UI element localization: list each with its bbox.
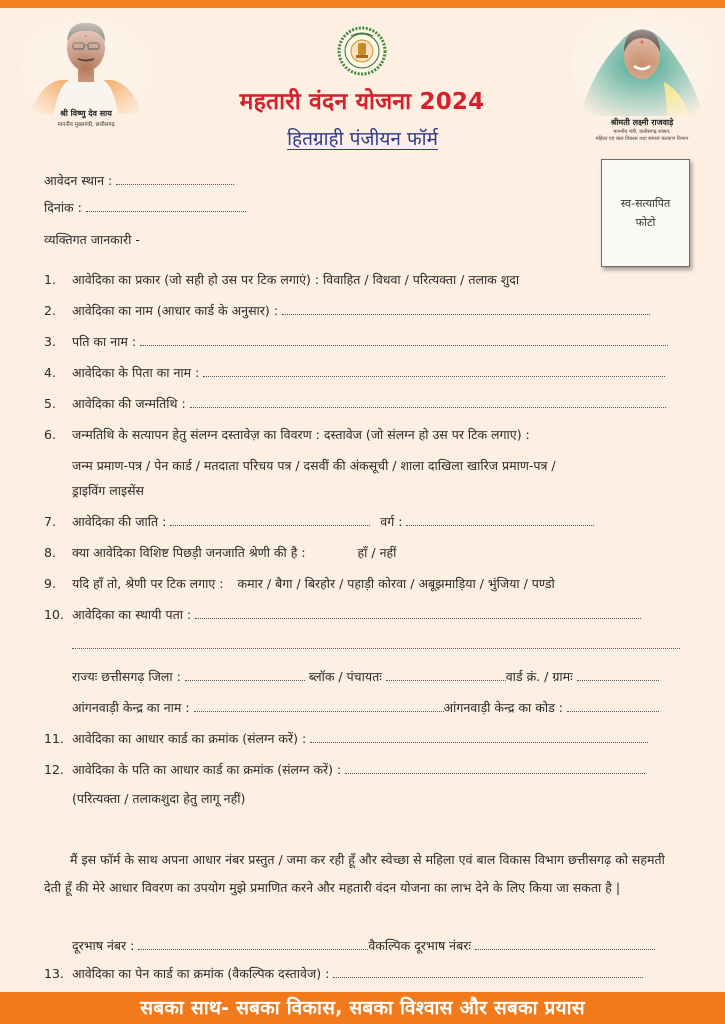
permanent-address-field[interactable] bbox=[195, 608, 641, 619]
application-place-label: आवेदन स्थान : bbox=[44, 173, 113, 188]
footer-slogan: सबका साथ- सबका विकास, सबका विश्वास और सबका प्रयास bbox=[0, 992, 725, 1024]
father-name-field[interactable] bbox=[203, 366, 665, 377]
form-item-3 bbox=[44, 333, 668, 350]
applicant-aadhaar-field[interactable] bbox=[310, 732, 648, 743]
date-field[interactable] bbox=[86, 201, 246, 212]
applicant-name-field[interactable] bbox=[282, 304, 650, 315]
ward-village-field[interactable] bbox=[577, 670, 659, 681]
left-person-name: श्री विष्णु देव साय bbox=[60, 109, 112, 118]
item-label: क्या आवेदिका विशिष्ट पिछड़ी जनजाति श्रेणी की है : bbox=[72, 545, 306, 560]
minister-portrait bbox=[572, 12, 712, 150]
photo-box-label-line1: स्व-सत्यापित bbox=[620, 197, 671, 210]
item-number: 4. bbox=[44, 365, 56, 380]
anganwadi-name-field[interactable] bbox=[194, 701, 444, 712]
right-person-name: श्रीमती लक्ष्मी राजवाड़े bbox=[610, 118, 674, 127]
item-label: आवेदिका के पति का आधार कार्ड का क्रमांक (संलग्न करें) : bbox=[72, 762, 342, 777]
item-number: 10. bbox=[44, 607, 64, 622]
block-panchayat-field[interactable] bbox=[386, 670, 506, 681]
form-item-9 bbox=[44, 575, 555, 592]
item-label: आवेदिका की जाति : bbox=[72, 514, 167, 529]
form-item-1 bbox=[44, 271, 519, 288]
item-label: जन्मतिथि के सत्यापन हेतु संलग्न दस्तावेज़ का विवरण : दस्तावेज (जो संलग्न हो उस पर टिक लगाए) : bbox=[72, 427, 530, 442]
personal-info-heading: व्यक्तिगत जानकारी - bbox=[44, 232, 140, 247]
item-number: 13. bbox=[44, 966, 64, 981]
item-label: यदि हाँ तो, श्रेणी पर टिक लगाए : bbox=[72, 576, 224, 591]
dob-document-options-line2[interactable]: ड्राइविंग लाइसेंस bbox=[72, 483, 145, 498]
ward-village-label: वार्ड क्रं. / ग्रामः bbox=[505, 669, 573, 684]
item-label: पति का नाम : bbox=[72, 334, 137, 349]
form-item-11 bbox=[44, 730, 648, 747]
left-person-title: माननीय मुख्यमंत्री, छत्तीसगढ़ bbox=[57, 122, 115, 128]
item-number: 2. bbox=[44, 303, 56, 318]
form-item-7 bbox=[44, 513, 594, 530]
item-number: 7. bbox=[44, 514, 56, 529]
consent-paragraph: मैं इस फॉर्म के साथ अपना आधार नंबर प्रस्तुत / जमा कर रही हूँ और स्वेच्छा से महिला एवं बाल विकास विभाग छत्तीसगढ़ को सहमती देती हूँ की मेरे आधार विवरण का उपयोग मुझे प्रमाणित करने और महतारी वंदन योजना का लाभ देने के लिए किया जा सकता है | bbox=[44, 852, 665, 895]
form-item-10 bbox=[44, 606, 641, 623]
item-label: आवेदिका का प्रकार (जो सही हो उस पर टिक लगाएं) : bbox=[72, 272, 324, 287]
phone-row bbox=[72, 937, 655, 954]
person-photo-icon bbox=[20, 14, 152, 114]
alt-phone-field[interactable] bbox=[475, 939, 655, 950]
form-item-12 bbox=[44, 761, 645, 778]
phone-label: दूरभाष नंबर : bbox=[72, 938, 135, 953]
date-row bbox=[44, 199, 246, 216]
top-orange-bar bbox=[0, 0, 725, 8]
phone-field[interactable] bbox=[138, 939, 368, 950]
state-district-label: राज्यः छत्तीसगढ़ जिला : bbox=[72, 669, 181, 684]
application-place-field[interactable] bbox=[116, 174, 234, 185]
anganwadi-code-field[interactable] bbox=[567, 701, 659, 712]
person-photo-icon bbox=[572, 12, 712, 116]
anganwadi-code-label: आंगनवाड़ी केन्द्र का कोड : bbox=[443, 700, 563, 715]
anganwadi-name-label: आंगनवाड़ी केन्द्र का नाम : bbox=[72, 700, 190, 715]
item-12-note: (परित्यक्ता / तलाकशुदा हेतु लागू नहीं) bbox=[72, 791, 246, 806]
husband-aadhaar-field[interactable] bbox=[345, 763, 645, 774]
form-subtitle: हितग्राही पंजीयन फॉर्म bbox=[287, 128, 438, 150]
photo-box-label-line2: फोटो bbox=[635, 216, 656, 229]
application-place-row bbox=[44, 172, 234, 189]
self-attested-photo-box[interactable] bbox=[601, 159, 690, 267]
form-item-2 bbox=[44, 302, 650, 319]
item-number: 6. bbox=[44, 427, 56, 442]
government-emblem bbox=[337, 26, 387, 76]
address-state-row bbox=[72, 668, 659, 685]
item-label: आवेदिका का स्थायी पता : bbox=[72, 607, 192, 622]
husband-name-field[interactable] bbox=[140, 335, 668, 346]
right-person-title-line2: महिला एवं बाल विकास तथा समाज कल्याण विभाग bbox=[595, 136, 689, 142]
form-item-6 bbox=[44, 426, 530, 443]
alt-phone-label: वैकल्पिक दूरभाष नंबरः bbox=[368, 938, 471, 953]
emblem-icon bbox=[337, 26, 387, 76]
date-of-birth-field[interactable] bbox=[190, 397, 666, 408]
item-number: 3. bbox=[44, 334, 56, 349]
form-item-4 bbox=[44, 364, 665, 381]
applicant-type-options[interactable]: विवाहित / विधवा / परित्यक्ता / तलाक शुदा bbox=[323, 272, 520, 287]
pan-card-field[interactable] bbox=[333, 967, 643, 978]
item-number: 11. bbox=[44, 731, 64, 746]
form-item-13 bbox=[44, 965, 643, 982]
item-number: 9. bbox=[44, 576, 56, 591]
chief-minister-portrait bbox=[20, 14, 152, 136]
category-label: वर्ग : bbox=[380, 514, 403, 529]
tribe-category-options[interactable]: कमार / बैगा / बिरहोर / पहाड़ी कोरवा / अबूझमाड़िया / भुंजिया / पण्डो bbox=[237, 576, 555, 591]
item-number: 12. bbox=[44, 762, 64, 777]
pvtg-yes-no-options[interactable]: हॉं / नहीं bbox=[357, 545, 397, 560]
item-label: आवेदिका का नाम (आधार कार्ड के अनुसार) : bbox=[72, 303, 278, 318]
date-label: दिनांक : bbox=[44, 200, 82, 215]
page-title: महतारी वंदन योजना 2024 bbox=[239, 89, 485, 115]
item-number: 5. bbox=[44, 396, 56, 411]
form-item-5 bbox=[44, 395, 666, 412]
item-label: आवेदिका के पिता का नाम : bbox=[72, 365, 200, 380]
address-line2-row bbox=[72, 637, 680, 652]
item-number: 1. bbox=[44, 272, 56, 287]
form-item-8 bbox=[44, 544, 396, 561]
category-field[interactable] bbox=[406, 515, 594, 526]
block-panchayat-label: ब्लॉक / पंचायतः bbox=[308, 669, 382, 684]
item-number: 8. bbox=[44, 545, 56, 560]
dob-document-options-line1[interactable]: जन्म प्रमाण-पत्र / पेन कार्ड / मतदाता परिचय पत्र / दसवीं की अंकसूची / शाला दाखिला खारिज प्रमाण-पत्र / bbox=[72, 458, 556, 473]
item-label: आवेदिका का पेन कार्ड का क्रमांक (वैकल्पिक दस्तावेज) : bbox=[72, 966, 330, 981]
item-label: आवेदिका की जन्मतिथि : bbox=[72, 396, 186, 411]
anganwadi-row bbox=[72, 699, 659, 716]
item-label: आवेदिका का आधार कार्ड का क्रमांक (संलग्न करें) : bbox=[72, 731, 307, 746]
right-person-title-line1: माननीय मंत्री, छत्तीसगढ़ शासन, bbox=[613, 129, 671, 135]
district-field[interactable] bbox=[185, 670, 305, 681]
permanent-address-field-line2[interactable] bbox=[72, 638, 680, 649]
caste-field[interactable] bbox=[170, 515, 370, 526]
